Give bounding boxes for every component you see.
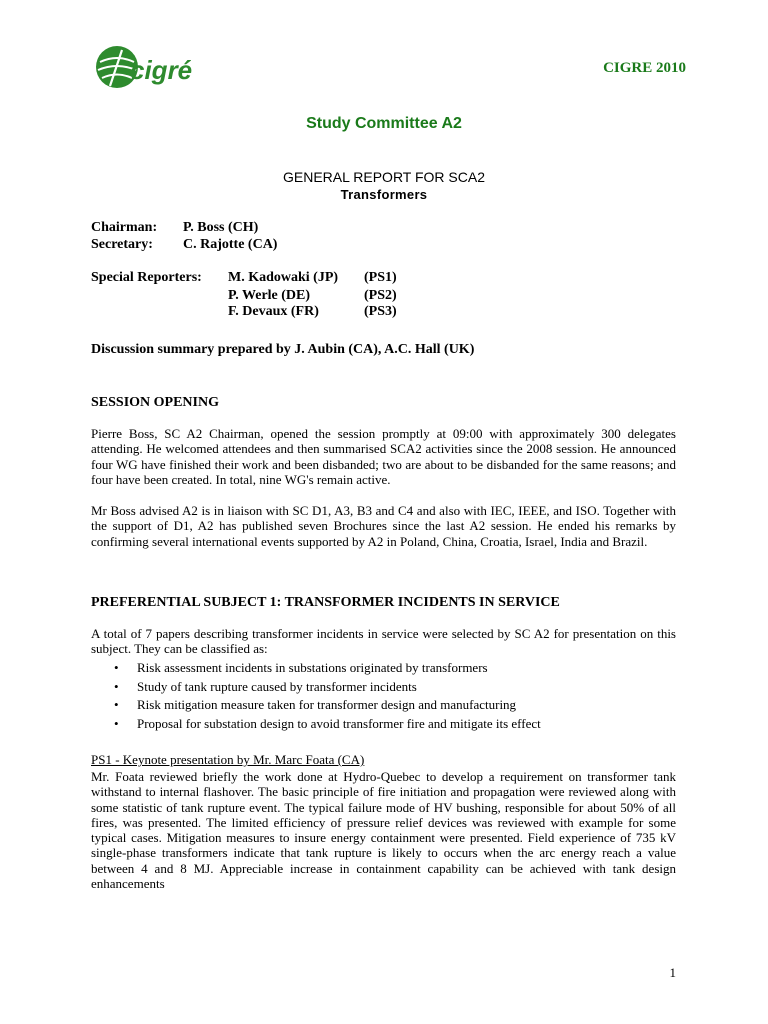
secretary-name: C. Rajotte (CA) [183,237,278,252]
reporter-code: (PS3) [364,304,397,319]
list-item: • Risk assessment incidents in substations originated by transformers [112,659,541,678]
reporter-name: M. Kadowaki (JP) [228,270,339,285]
secretary-role: Secretary: [91,237,153,252]
discussion-summary: Discussion summary prepared by J. Aubin (CA), A.C. Hall (UK) [91,342,475,357]
special-reporters-label: Special Reporters: [91,270,202,285]
keynote-title: PS1 - Keynote presentation by Mr. Marc Foata (CA) [91,752,365,767]
conference-label: CIGRE 2010 [603,60,686,76]
report-title: GENERAL REPORT FOR SCA2 [282,169,485,185]
session-opening-heading: SESSION OPENING [91,395,219,410]
page-number: 1 [669,965,676,980]
reporter-name: F. Devaux (FR) [228,304,319,319]
report-subtitle: Transformers [340,187,428,202]
reporter-code: (PS1) [364,270,397,285]
session-opening-paragraph-2: Mr Boss advised A2 is in liaison with SC D1, A3, B3 and C4 and also with IEC, IEEE, and ISO. Together with the support of D1, A2 has published seven Brochures since the last A2 session. He ended his remarks by confirming several international events supported by A2 in Poland, China, Croatia, Israel, India and Brazil. [91,503,676,549]
committee-title: Study Committee A2 [306,115,462,132]
ps1-bullet-list [112,659,541,733]
session-opening-paragraph-1: Pierre Boss, SC A2 Chairman, opened the session promptly at 09:00 with approximately 300 delegates attending. He welcomed attendees and then summarised SCA2 activities since the 2008 session. He announced four WG have finished their work and been disbanded; two are about to be disbanded for the same reasons; and four have been created. In total, nine WG's remain active. [91,426,676,487]
chairman-name: P. Boss (CH) [183,220,259,235]
ps1-heading: PREFERENTIAL SUBJECT 1: TRANSFORMER INCIDENTS IN SERVICE [91,595,560,610]
list-item: • Risk mitigation measure taken for transformer design and manufacturing [112,696,541,715]
list-item: • Study of tank rupture caused by transformer incidents [112,678,541,697]
chairman-role: Chairman: [91,220,158,235]
cigre-logo-text: cigré [130,55,193,85]
keynote-paragraph: Mr. Foata reviewed briefly the work done at Hydro-Quebec to develop a requirement on transformer tank withstand to internal flashover. The basic principle of fire initiation and propagation were reviewed along with some statistic of tank rupture event. The typical failure mode of HV bushing, responsible for about 50% of all fires, was presented. The limited efficiency of pressure relief devices was reviewed with example for some typical cases. Mitigation measures to insure energy containment were presented. Field experience of 735 kV single-phase transformers indicate that tank rupture is likely to occurs when the arc energy reach a value between 4 and 8 MJ. Appreciable increase in containment capability can be achieved with tank design enhancements [91,769,676,892]
reporter-name: P. Werle (DE) [228,288,311,303]
ps1-intro: A total of 7 papers describing transformer incidents in service were selected by SC A2 for presentation on this subject. They can be classified as: [91,626,676,657]
list-item: • Proposal for substation design to avoid transformer fire and mitigate its effect [112,715,541,734]
reporter-code: (PS2) [364,288,397,303]
cigre-logo [94,42,204,92]
